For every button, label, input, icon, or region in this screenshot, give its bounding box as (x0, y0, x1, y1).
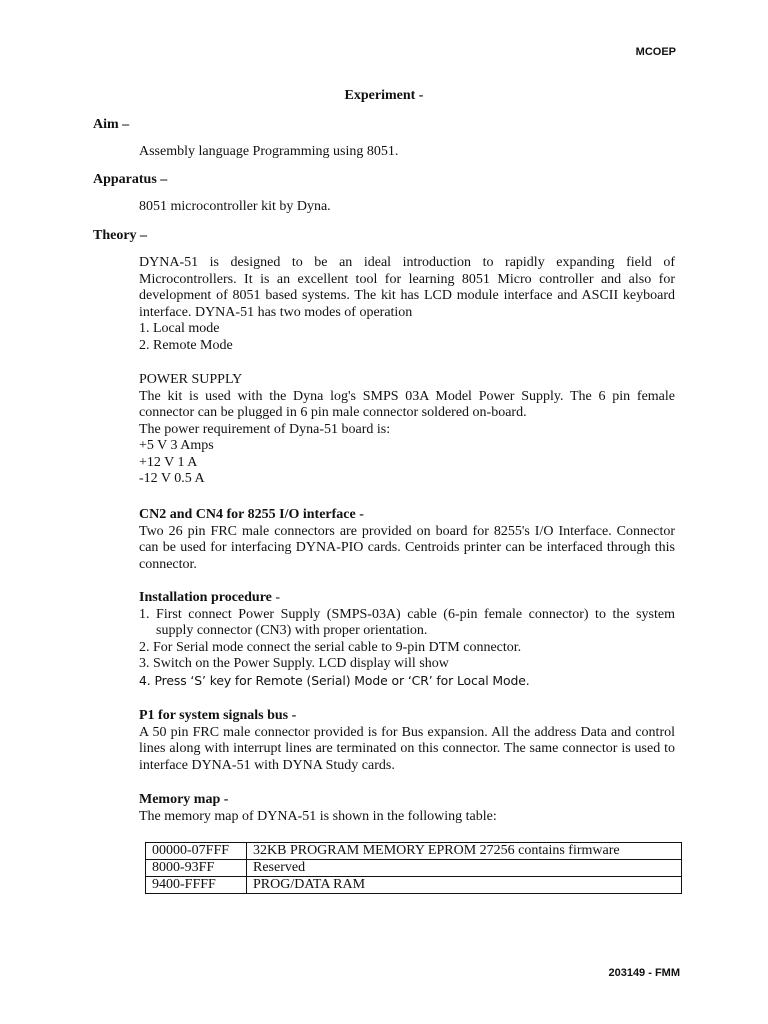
installation-heading-line (139, 590, 675, 607)
table-row (146, 860, 682, 877)
aim-text: Assembly language Programming using 8051. (139, 144, 399, 159)
theory-intro: DYNA-51 is designed to be an ideal introduction to rapidly expanding field of Microcontrollers. It is an excellent tool for learning 8051 Micro controller and also for development of 8051 based systems. The kit has LCD module interface and ASCII keyboard interface. DYNA-51 has two modes of operation (139, 255, 675, 320)
power-value: -12 V 0.5 A (139, 471, 205, 486)
theory-label: Theory – (93, 228, 148, 243)
installation-heading: Installation procedure (139, 590, 272, 605)
install-step: 2. For Serial mode connect the serial cable to 9-pin DTM connector. (139, 639, 522, 655)
mode-item: 1. Local mode (139, 321, 220, 336)
p1-heading: P1 for system signals bus - (139, 708, 297, 723)
table-cell-range: 8000-93FF (146, 860, 247, 877)
header-org: MCOEP (635, 46, 676, 58)
power-value: +5 V 3 Amps (139, 438, 214, 453)
memory-map-section (139, 792, 675, 825)
table-row (146, 877, 682, 894)
installation-section (139, 590, 675, 689)
install-step: 1. First connect Power Supply (SMPS-03A) cable (6-pin female connector) to the system supply connector (CN3) with proper orientation. (139, 606, 675, 638)
apparatus-label: Apparatus – (93, 172, 168, 187)
table-cell-desc: PROG/DATA RAM (247, 877, 682, 894)
aim-label: Aim – (93, 117, 130, 132)
power-requirement: The power requirement of Dyna-51 board is: (139, 421, 391, 437)
table-cell-range: 9400-FFFF (146, 877, 247, 894)
table-cell-range: 00000-07FFF (146, 843, 247, 860)
cn2-cn4-text: Two 26 pin FRC male connectors are provided on board for 8255's I/O Interface. Connector can be used for interfacing DYNA-PIO cards. Centroids printer can be interfaced through this connector. (139, 523, 675, 572)
table-cell-desc: Reserved (247, 860, 682, 877)
installation-dash: - (271, 590, 281, 605)
page-title: Experiment - (344, 88, 424, 103)
power-supply-section (139, 372, 675, 488)
table-cell-desc: 32KB PROGRAM MEMORY EPROM 27256 contains firmware (247, 843, 682, 860)
install-step: 4. Press ‘S’ key for Remote (Serial) Mode or ‘CR’ for Local Mode. (139, 672, 530, 688)
cn2-cn4-section (139, 507, 675, 573)
table-row (146, 843, 682, 860)
power-value: +12 V 1 A (139, 454, 198, 470)
apparatus-text: 8051 microcontroller kit by Dyna. (139, 199, 331, 214)
memory-map-text: The memory map of DYNA-51 is shown in the following table: (139, 808, 497, 824)
power-supply-heading: POWER SUPPLY (139, 372, 243, 387)
p1-text: A 50 pin FRC male connector provided is for Bus expansion. All the address Data and control lines along with interrupt lines are terminated on this connector. The same connector is used to interface DYNA-51 with DYNA Study cards. (139, 724, 675, 773)
mode-item: 2. Remote Mode (139, 337, 233, 353)
cn2-cn4-heading: CN2 and CN4 for 8255 I/O interface - (139, 507, 364, 522)
power-supply-text: The kit is used with the Dyna log's SMPS 03A Model Power Supply. The 6 pin female connector can be plugged in 6 pin male connector soldered on-board. (139, 388, 675, 420)
p1-section (139, 708, 675, 774)
footer-code: 203149 - FMM (608, 967, 680, 979)
install-step: 3. Switch on the Power Supply. LCD display will show (139, 656, 449, 671)
memory-map-table (145, 842, 682, 894)
theory-section (139, 255, 675, 354)
memory-map-heading: Memory map - (139, 792, 229, 807)
